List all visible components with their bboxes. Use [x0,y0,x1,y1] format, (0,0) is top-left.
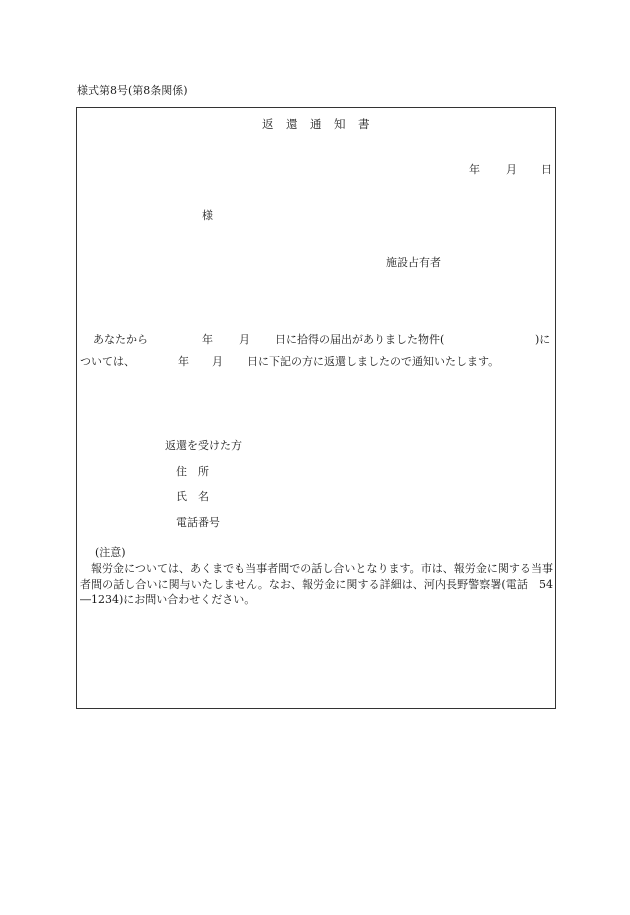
body-line1-year: 年 [202,333,213,346]
document-title [262,118,370,131]
body-line2-year: 年 [178,355,189,368]
body-line1-middle: 日に拾得の届出がありました物件( [275,333,445,346]
title-char: 返 [262,117,274,131]
form-frame [76,107,556,709]
recipient-address-label: 住 所 [176,465,209,478]
title-char: 還 [286,117,298,131]
body-line1-month: 月 [239,333,250,346]
form-number-label: 様式第8号(第8条関係) [77,84,188,97]
recipient-name-label: 氏 名 [176,490,209,503]
recipient-heading: 返還を受けた方 [165,439,242,452]
note-heading: (注意) [95,546,126,559]
body-line2-prefix: ついては、 [80,355,135,368]
body-line2-month: 月 [212,355,223,368]
title-char: 書 [358,117,370,131]
recipient-phone-label: 電話番号 [176,516,220,529]
title-char: 通 [310,117,322,131]
date-month-label: 月 [506,163,517,176]
facility-occupant-label: 施設占有者 [386,256,441,269]
addressee-honorific: 様 [202,209,213,222]
body-line1-suffix: )に [535,333,551,346]
note-text: 報労金については、あくまでも当事者間での話し合いとなります。市は、報労金に関する当事者間の話し合いに関与いたしません。なお、報労金に関する詳細は、河内長野警察署(電話 54―1234)にお問い合わせください。 [80,562,553,606]
body-line1-prefix: あなたから [93,333,148,346]
date-year-label: 年 [469,163,480,176]
title-char: 知 [334,117,346,131]
date-day-label: 日 [541,163,552,176]
body-line2-rest: 日に下記の方に返還しましたので通知いたします。 [247,355,500,368]
